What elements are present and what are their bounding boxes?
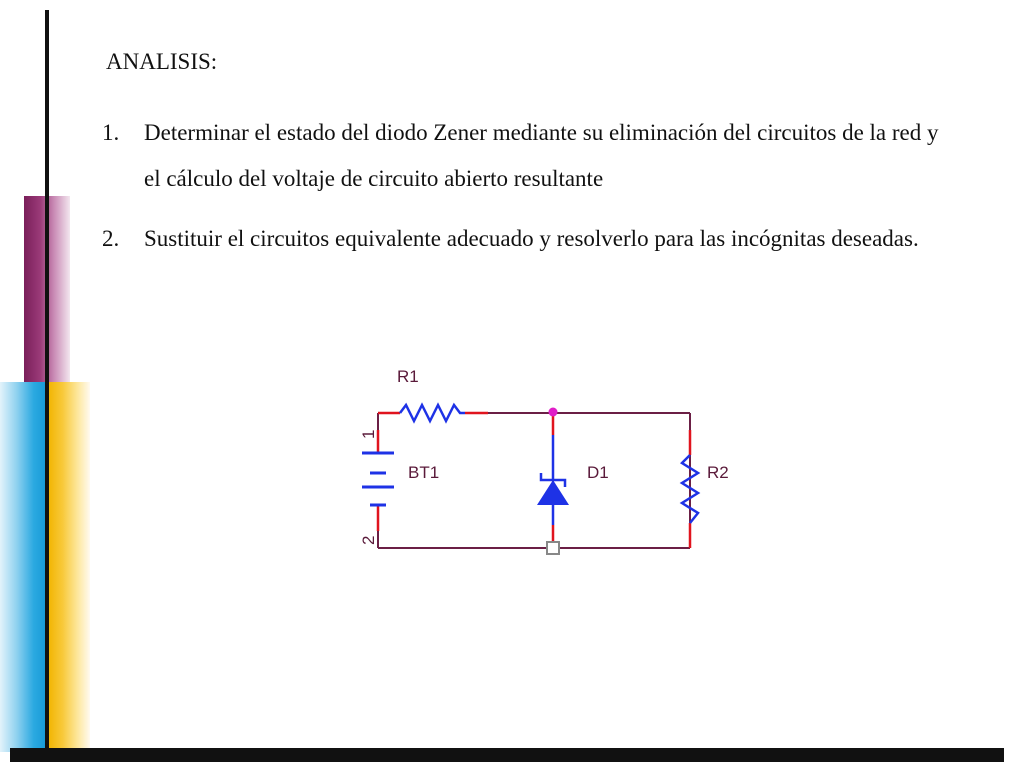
zener-circuit-diagram bbox=[340, 355, 760, 565]
label-bt1: BT1 bbox=[408, 463, 440, 482]
decorative-blue-bar bbox=[0, 382, 48, 752]
decorative-horizontal-line bbox=[10, 748, 1004, 762]
junction-node bbox=[549, 408, 558, 417]
bt1-battery-symbol bbox=[362, 453, 394, 505]
label-r1: R1 bbox=[397, 367, 419, 386]
list-item bbox=[102, 216, 942, 262]
label-battery-pin-2: 2 bbox=[359, 535, 378, 545]
slide-heading: ANALISIS: bbox=[106, 49, 218, 74]
list-item-number: 2. bbox=[102, 226, 120, 251]
r1-resistor-symbol bbox=[400, 405, 465, 421]
list-item bbox=[102, 110, 942, 202]
ground-node-marker bbox=[547, 542, 559, 554]
steps-list bbox=[102, 110, 942, 276]
d1-zener-diode-symbol bbox=[537, 435, 569, 525]
decorative-yellow-bar bbox=[48, 382, 90, 752]
label-d1: D1 bbox=[587, 463, 609, 482]
list-item-text: Sustituir el circuitos equivalente adecuado y resolverlo para las incógnitas deseadas. bbox=[144, 226, 919, 251]
list-item-number: 1. bbox=[102, 120, 120, 145]
list-item-text: Determinar el estado del diodo Zener mediante su eliminación del circuitos de la red y el cálculo del voltaje de circuito abierto resultante bbox=[144, 120, 939, 191]
label-r2: R2 bbox=[707, 463, 729, 482]
decorative-vertical-line bbox=[45, 10, 49, 754]
label-battery-pin-1: 1 bbox=[359, 429, 378, 439]
